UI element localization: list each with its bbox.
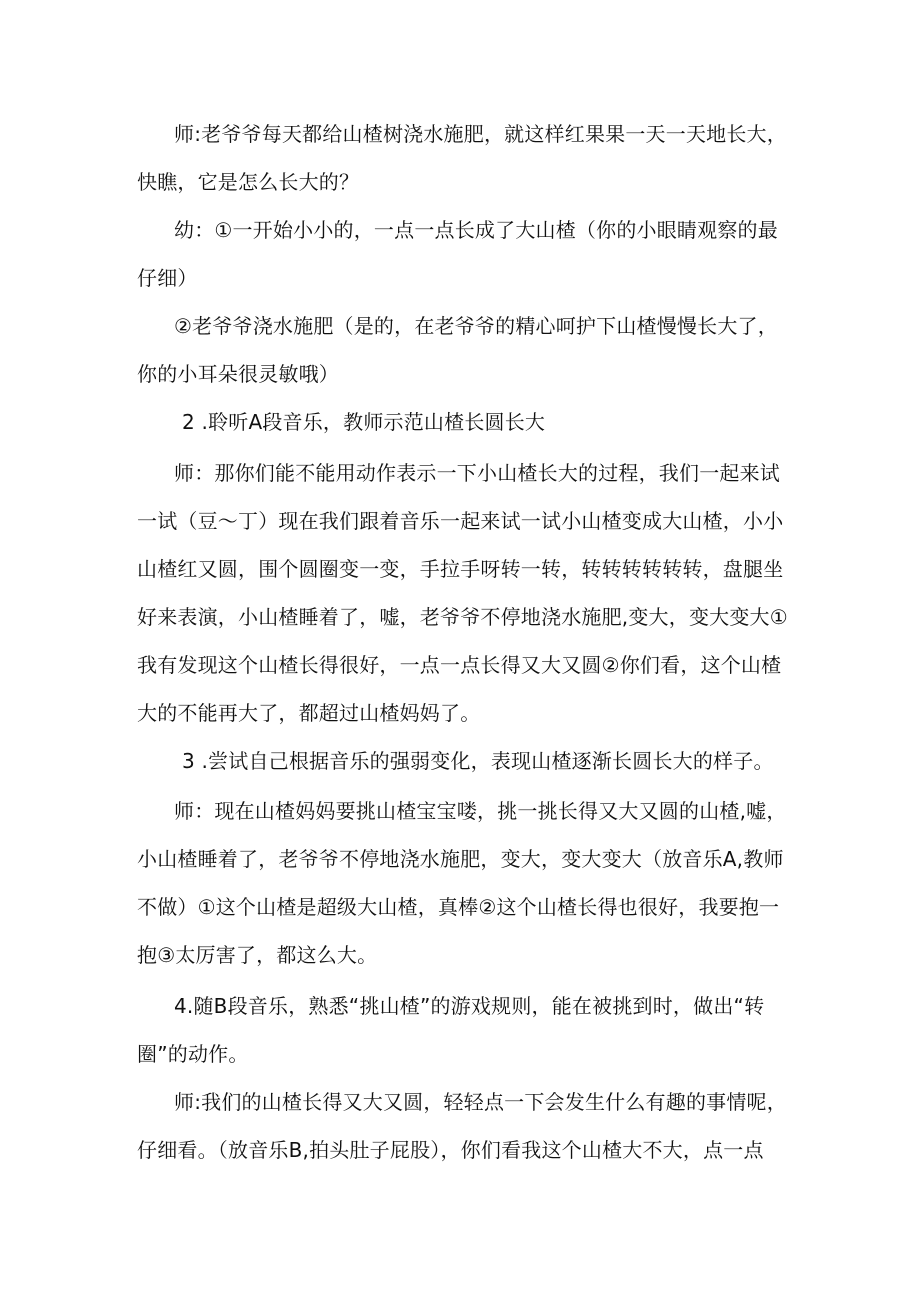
paragraph-line: 师:老爷爷每天都给山楂树浇水施肥，就这样红果果一天一天地长大， (174, 122, 787, 146)
paragraph-line: 不做）①这个山楂是超级大山楂，真棒②这个山楂长得也很好，我要抱一 (137, 895, 780, 919)
paragraph-line: 我有发现这个山楂长得很好，一点一点长得又大又圆②你们看，这个山楂 (137, 653, 782, 677)
paragraph-line: 抱③太厉害了，都这么大。 (137, 943, 378, 967)
paragraph-line: 师:我们的山楂长得又大又圆，轻轻点一下会发生什么有趣的事情呢， (174, 1090, 787, 1114)
paragraph-line: 大的不能再大了，都超过山楂妈妈了。 (137, 701, 481, 725)
paragraph-line: 一试（豆〜丁）现在我们跟着音乐一起来试一试小山楂变成大山楂，小小 (137, 509, 784, 533)
paragraph-line: 师：现在山楂妈妈要挑山楂宝宝喽，挑一挑长得又大又圆的山楂,嘘， (174, 799, 787, 823)
paragraph-line: 仔细） (137, 266, 198, 290)
paragraph-line: 仔细看。（放音乐B,拍头肚子屁股），你们看我这个山楂大不大，点一点 (137, 1138, 764, 1162)
paragraph-line: 好来表演，小山楂睡着了，嘘，老爷爷不停地浇水施肥,变大，变大变大① (137, 605, 788, 629)
section-heading: 3 .尝试自己根据音乐的强弱变化，表现山楂逐渐长圆长大的样子。 (182, 749, 774, 773)
paragraph-line: ②老爷爷浇水施肥（是的，在老爷爷的精心呵护下山楂慢慢长大了， (174, 314, 778, 338)
paragraph-line: 圈”的动作。 (137, 1042, 249, 1066)
paragraph-line: 快瞧，它是怎么长大的？ (137, 170, 360, 194)
paragraph-line: 幼：①一开始小小的，一点一点长成了大山楂（你的小眼睛观察的最 (174, 218, 778, 242)
paragraph-line: 师：那你们能不能用动作表示一下小山楂长大的过程，我们一起来试 (174, 461, 780, 485)
section-heading: 4.随B段音乐，熟悉“挑山楂”的游戏规则，能在被挑到时，做出“转 (174, 994, 765, 1018)
paragraph-line: 你的小耳朵很灵敏哦） (137, 362, 339, 386)
paragraph-line: 小山楂睡着了，老爷爷不停地浇水施肥，变大，变大变大（放音乐A,教师 (137, 847, 784, 871)
section-heading: 2 .聆听A段音乐，教师示范山楂长圆长大 (182, 410, 546, 434)
paragraph-line: 山楂红又圆，围个圆圈变一变，手拉手呀转一转，转转转转转转，盘腿坐 (137, 557, 784, 581)
